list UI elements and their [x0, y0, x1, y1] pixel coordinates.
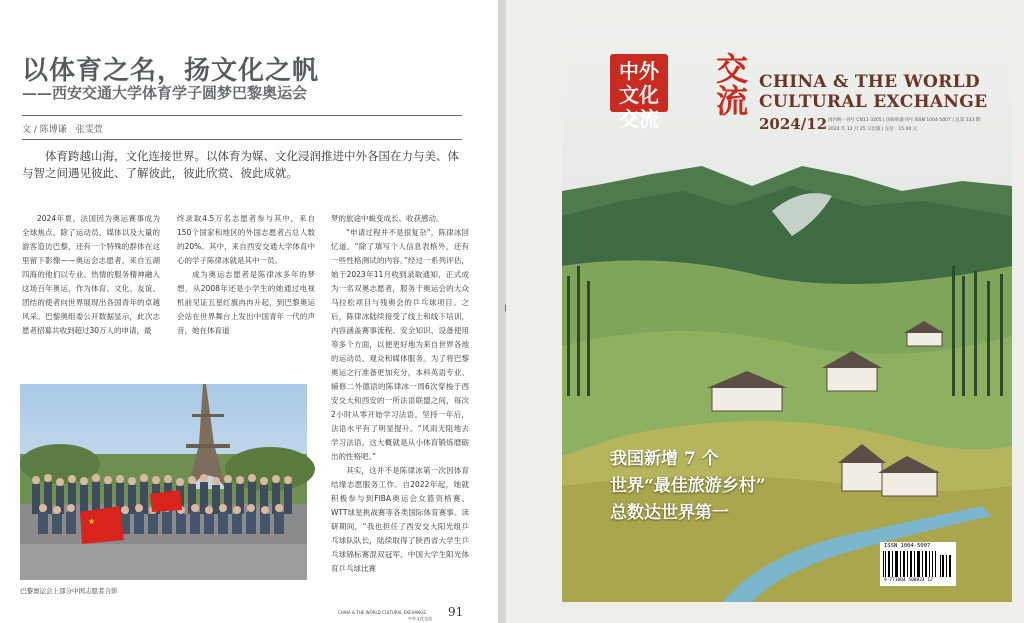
lead-paragraph: 体育跨越山海，文化连接世界。以体育为媒、文化浸润推进中外各国在力与美、体与智之间遇见彼此、了解彼此，彼此欣赏、彼此成就。: [22, 149, 459, 180]
cover-headline-line-1: 我国新增 7 个: [610, 449, 719, 469]
column-1: [22, 212, 160, 338]
barcode-number: [884, 578, 933, 583]
cover-publication-info-1: 国内统一刊号 CN11-3205 | 国际标准刊号 ISSN 1004-5007 | 总第 333 期: [828, 118, 981, 123]
cover-title-line-1: CHINA & THE WORLD: [759, 72, 980, 92]
column-2-para-2: 成为奥运志愿者是陈律冰多年的梦想，从2008年还是小学生的她通过电视机前见证五星红旗冉冉升起，到巴黎奥运会站在世界舞台上发出中国青年一代的声音，她在体育道: [177, 270, 315, 335]
cover-headline-line-2: 世界“最佳旅游乡村”: [610, 476, 766, 496]
volunteers-photo: [20, 384, 307, 580]
column-3-para-2: “申请过程并不是很复杂”，陈律冰回忆道，“除了填写个人信息表格外，还有一些性格测试的内容。”经过一系列评估，她于2023年11月收到录取通知，正式成为一名双奥志愿者，服务于奥运会的大众马拉松项目与残奥会的乒乓球项目。之后，陈律冰陆续接受了线上和线下培训，内容涵盖赛事流程、安全知识、设备使用等多个方面，以便更好地为来自世界各地的运动员、观众和媒体服务。为了将巴黎奥运之行准备更加充分，本科英语专业、辅修二外德语的陈律冰一周6次穿梭于西安交大和西安的一所法语联盟之间，每次2小时从零开始学习法语。坚持一年后，法语水平有了明显提升。“风雨无阻地去学习法语，这大概就是从小体育锻炼磨砺出的性格吧。”: [331, 228, 469, 461]
photo-caption: 巴黎奥运会上部分中国志愿者合影: [20, 587, 118, 595]
title-divider-bottom: [22, 139, 462, 140]
cover-issue-number: 2024/12: [759, 115, 828, 133]
cover-headline-line-3: 总数达世界第一: [610, 503, 729, 523]
footer-magazine-name: [338, 610, 432, 622]
cover-title-line-2: CULTURAL EXCHANGE: [759, 92, 988, 112]
magazine-cover: [562, 16, 1012, 602]
footer-magazine-en: CHINA & THE WORLD CULTURAL EXCHANGE: [338, 610, 426, 615]
cover-publication-info-2: 2024 年 12 月 25 日出版 | 定价：15.00 元: [828, 127, 918, 132]
barcode-main-digits: 9 771004 500024: [884, 578, 925, 583]
cover-barcode: [880, 542, 956, 586]
column-3: [331, 212, 469, 576]
article-subtitle: ——西安交通大学体育学子圆梦巴黎奥运会: [22, 84, 308, 102]
barcode-addon-digits: 12: [927, 578, 933, 583]
column-1-text: 2024年夏，法国因为奥运赛事成为全球焦点。除了运动员、媒体以及大量的游客造访巴黎，还有一个特殊的群体在这里留下影像——奥运会志愿者。来自五湖四海的他们以专业、热情的服务精神融入这场百年奥运，作为体育、文化、友谊、团结的使者向世界展现出各国青年的卓越风采。巴黎奥组委公开数据显示，此次志愿者招募共收到超过30万人的申请，最: [22, 214, 160, 335]
cover-calligraphy-logo: 交流: [711, 52, 749, 116]
footer-magazine-cn: 中外文化交流: [408, 616, 432, 621]
barcode-bars: [883, 551, 953, 577]
byline: 文 / 陈博谦 张雯萱: [22, 125, 103, 135]
article-page: [0, 0, 498, 623]
column-2-para-1: 终录取4.5万名志愿者参与其中，来自150个国家和地区的外国志愿者占总人数的20%。其中，来自西安交通大学体育中心的学子陈律冰就是其中一员。: [177, 214, 315, 265]
barcode-issn: ISSN 1004-5007: [884, 543, 931, 549]
column-3-para-1: 梦的旅途中蜕变成长、收获感动。: [331, 214, 444, 223]
column-3-para-3: 其实，这并不是陈律冰第一次因体育结缘志愿服务工作。自2022年起，她就积极参与到FIBA奥运会女篮资格赛、WTT球星挑战赛等各类国际体育赛事。读研期间，“我也担任了西安交大阳光组乒乓球队队长，陆续取得了陕西省大学生乒乓球锦标赛混双冠军、中国大学生阳光体育乒乓球比赛: [331, 466, 469, 573]
page-number: 91: [448, 605, 464, 619]
svg-text:★: ★: [88, 517, 96, 526]
column-2: [177, 212, 315, 338]
article-title: 以体育之名，扬文化之帆: [22, 56, 320, 86]
cover-seal-text: 中外文化交流: [619, 59, 659, 131]
volunteers-photo-illustration: [20, 384, 307, 580]
title-divider-top: [22, 115, 462, 116]
